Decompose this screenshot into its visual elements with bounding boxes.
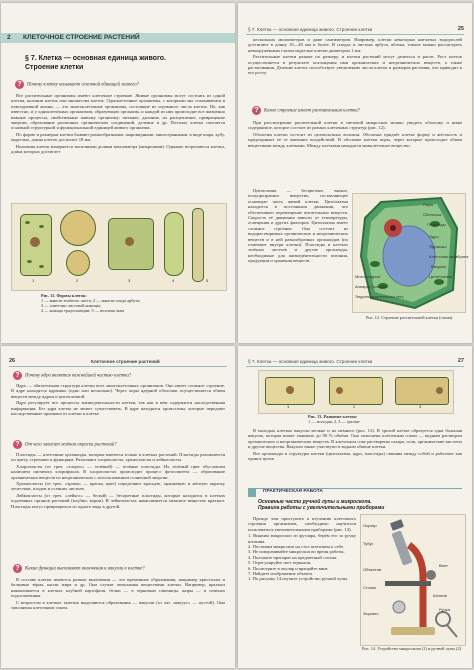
diagram-label: Зеркало	[363, 611, 379, 616]
body-text	[248, 428, 462, 462]
question-box	[252, 106, 462, 115]
question-box	[13, 564, 227, 573]
diagram-label: Цитоплазма	[429, 274, 452, 279]
practice-step: 4. Положите препарат на предметный столик.	[248, 554, 338, 560]
figure-label: 5	[206, 278, 209, 283]
textbook-page-left-bottom	[1, 346, 235, 668]
practice-title-line: Основные части ручной лупы и микроскопа.	[258, 499, 372, 505]
running-head: Клеточное строение растений	[91, 359, 160, 364]
question-text: Какое строение имеет растительная клетка?	[264, 108, 361, 114]
paragraph: При рассмотрении растительной клетки в световой микроскоп можно увидеть оболочку и ниже содержимое, которое состоит из разных клеточных структур (рис. 12).	[248, 120, 462, 131]
paragraph: В составе клетки имеются разные включения — это временные образования, например кристаллы и белковые зёрна, капли жира и др. Они служат запасными веществами клетки. Например, крахмал накапливается в клетках клубней картофеля, белки — в зерновках пшеницы, жиры — в семенах подсолнечника.	[11, 577, 225, 599]
paragraph: Ядро — обязательная структура клетки всех многоклеточных организмов. Оно имеет сложное строение. В ядре находятся ядрышко (одно или несколько). Через поры ядерной оболочки осуществляется обмен веществ между ядром и цитоплазмой.	[11, 383, 225, 399]
diagram-label: Пластиды	[427, 222, 446, 227]
question-text: Почему ядро является важнейшей частью клетки?	[25, 373, 132, 379]
question-text: Почему клетку называют основной единицей живого?	[27, 82, 140, 88]
paragraph: Хлоропласты (от греч. «хлорос» — зелёный) — зелёные пластиды. Их зелёный цвет обусловлен наличием пигмента хлорофилла. В хлоропластах происходит процесс фотосинтеза — образование органических веществ из неорганических с использованием солнечной энергии.	[11, 463, 225, 480]
paragraph: Все растительные организмы имеют клеточное строение. Живые организмы могут состоять из одной клетки, колонии клеток или множества клеток. Одноклеточные организмы, с которыми мы сталкиваемся в повседневной жизни, — это многоклеточные организмы, состоящие из огромного числа клеток. Но, как известно, и у одноклеточных организмов, образующих организм, и каждой из них происходят все жизненно важные процессы, свойственные живому организму: питание, дыхание, их расщепление, превращение энергии, образование различных органических соединений, деление и др. Поэтому клетка считается основной структурной и функциональной единицей живого организма.	[11, 93, 225, 131]
diagram-label: Аппарат Гольджи	[355, 284, 388, 289]
diagram-label: Винт	[439, 563, 448, 568]
diagram-label: Штатив	[433, 593, 447, 598]
diagram-label: Эндоплазматическая сеть	[355, 294, 404, 299]
paragraph: По форме и размерам клетки бывают разнообразными: шаровидными, многогранными, в виде шара, кубу, округлые, длина клеток достигает 18 мм.	[11, 131, 225, 143]
paragraph: С возрастом в клетках заметно выделяются образования — вакуоли (от лат. «вакуус» — пустой). Они заполнены клеточным соком.	[11, 599, 225, 611]
cell-illustration	[164, 212, 184, 276]
paragraph: В молодых клетках вакуоли мелкие и их немного (рис. 13). В зрелой клетке образуется одна большая вакуоль, которая может занимать до 90 % объёма. Она заполнена клеточным соком — водным раствором органических и неорганических веществ. В клеточном соке растворены сахара, соли, органические кислоты и другие вещества. Вакуоли также участвуют в водном обмене клетки.	[248, 428, 462, 450]
body-text	[248, 37, 462, 77]
question-mark-icon: ?	[252, 106, 261, 115]
figure-caption-line: 4 — кожица традесканции; 5 — волокна льна	[41, 308, 125, 313]
section-title-line1: § 7. Клетка — основная единица живого.	[25, 55, 166, 62]
cell-illustration	[108, 218, 154, 270]
figure-caption-title: Рис. 13. Развитие клеток:	[308, 414, 358, 419]
diagram-label: Ядрышко	[429, 244, 447, 249]
diagram-label: Ядро	[429, 234, 439, 239]
body-text	[11, 577, 225, 611]
diagram-label: Поры	[423, 202, 434, 207]
practice-step: 3. Не поворачивайте микроскоп во время работы.	[248, 549, 345, 555]
question-text: Какие функции выполняют включения и вакуоли в клетке?	[25, 566, 145, 572]
figure-label: 1	[32, 278, 35, 283]
microscope-diagram	[361, 515, 465, 645]
question-text: От чего зависит зелёная окраска растений?	[25, 442, 117, 448]
figure-caption-title: Рис. 11. Формы клеток:	[41, 293, 87, 298]
cell-illustration	[265, 377, 315, 405]
header-rule	[246, 366, 464, 367]
question-box	[13, 440, 227, 449]
diagram-label: Тубус	[363, 541, 374, 546]
practice-icon	[248, 489, 256, 497]
textbook-page-right-bottom	[238, 346, 472, 668]
figure-microscope	[360, 514, 466, 646]
body-text	[11, 452, 225, 510]
body-text	[11, 383, 225, 417]
practice-steps	[248, 516, 356, 582]
question-mark-icon: ?	[13, 564, 22, 573]
figure-label: 3	[128, 278, 131, 283]
textbook-page-right-top	[238, 3, 472, 343]
diagram-label: Столик	[363, 585, 377, 590]
diagram-label: Клеточная мембрана	[429, 254, 469, 259]
question-box	[15, 80, 225, 89]
practice-step: 1. Выявим микроскоп из футляра, берём его за ручку штатива.	[248, 533, 356, 544]
figure-plant-cell	[352, 193, 469, 313]
diagram-label: Окуляр	[363, 523, 377, 528]
body-text-column	[248, 188, 348, 265]
body-text	[11, 93, 225, 155]
running-head: § 7. Клетка — основная единица живого. Строение клетки	[248, 27, 373, 32]
figure-caption: Рис. 12. Строение растительной клетки (схема)	[366, 315, 453, 320]
textbook-page-left-top	[1, 3, 235, 343]
diagram-label: Ручка	[439, 607, 450, 612]
figure-cell-shapes	[11, 203, 227, 291]
question-mark-icon: ?	[15, 80, 24, 89]
figure-label: 2	[353, 404, 356, 409]
diagram-label: Митохондрии	[355, 274, 380, 279]
body-text	[248, 120, 462, 149]
paragraph: Ядро регулирует все процессы жизнедеятельности клетки, так как в нём содержится наследственная информация. Без ядра клетка не может существовать. В ядре находятся хромосомы, которые передают наследственные признаки от клетки к клетке.	[11, 400, 225, 417]
practice-title	[258, 499, 384, 511]
nucleus	[30, 237, 40, 247]
practice-header-bar	[248, 488, 462, 497]
chapter-number: 2	[7, 34, 11, 41]
header-rule	[9, 366, 227, 367]
figure-caption-line: 3 — эпителии листовой кожицы;	[41, 303, 102, 308]
question-mark-icon: ?	[13, 371, 22, 380]
practice-header: ПРАКТИЧЕСКАЯ РАБОТА	[263, 489, 323, 494]
section-title-line2: Строение клетки	[25, 64, 84, 71]
practice-step: 6. Посмотрите в окуляр и вращайте винт.	[248, 565, 329, 571]
diagram-label: Оболочка	[423, 212, 442, 217]
figure-label: 4	[172, 278, 175, 283]
chapter-band	[1, 33, 235, 43]
cell-illustration	[20, 214, 52, 276]
figure-label: 3	[419, 404, 422, 409]
figure-caption	[308, 414, 458, 424]
practice-step: 7. Найдите изображение объекта.	[248, 571, 314, 577]
diagram-label: Вакуоль	[431, 264, 447, 269]
paragraph: Все органоиды и структуры клетки (цитоплазма, ядро, пластиды) связаны между собой и работают как единое целое.	[248, 450, 462, 462]
running-head: § 7. Клетка — основная единица живого. Строение клетки	[248, 359, 373, 364]
page-number: 25	[457, 26, 464, 32]
chapter-title: КЛЕТОЧНОЕ СТРОЕНИЕ РАСТЕНИЙ	[23, 34, 140, 41]
header-rule	[246, 34, 464, 35]
practice-step: 5. Отрегулируйте свет зеркалом.	[248, 560, 312, 566]
cell-illustration	[395, 377, 449, 405]
paragraph: Прежде чем приступить к изучению клеточного строения организмов, необходимо научиться пользоваться увеличительными приборами (рис. 14).	[248, 516, 356, 532]
cell-illustration	[192, 208, 204, 282]
question-mark-icon: ?	[13, 440, 22, 449]
figure-caption-line: 1 — мякоти зелёного листа; 2 — мякоти плода арбуза;	[41, 298, 141, 303]
paragraph: Растительные клетки разные по размеру, и клетки растений могут делиться и расти. Рост клеток осуществляется в результате поглощения ими органических и неорганических веществ, а также растягивания. Деление клеток способствует увеличению числа клеток и размеров растения, что приводит к его росту.	[248, 54, 462, 76]
cell-illustration	[329, 377, 383, 405]
question-box	[13, 371, 227, 380]
page-number: 27	[457, 358, 464, 364]
practice-title-line: Правила работы с увеличительными приборами	[258, 505, 385, 511]
paragraph: Цитоплазма — бесцветное, вязкое, полупрозрачное вещество, составляющее основную часть живой клетки. Цитоплазма находится в постоянном движении, что обеспечивает перемещение питательных веществ. Скорость её движения зависит от температуры, освещения и других факторов. Цитоплазма имеет сложное строение. Она состоит из водорастворимых органических и неорганических веществ и в ней разнообразных органоидов (их отмечают внутри клетки). Пластиды в клетках зелёных листьев и другие органоиды, необходимые для жизнедеятельности питания, продукции и хранения веществ.	[248, 188, 348, 264]
paragraph: Лейкопласты (от греч. «лейкос» — белый) — бесцветные пластиды, которые находятся в клетках подземных органов растений (клубни, корни). В лейкопластах накапливается запасное вещество крахмал. Пластиды могут превращаться из одного вида в другой.	[11, 492, 225, 509]
figure-label: 1	[287, 404, 290, 409]
figure-caption	[41, 293, 221, 313]
figure-label: 2	[76, 278, 79, 283]
cell-illustration	[66, 250, 90, 276]
figure-caption-line: 1 — молодая; 2, 3 — зрелые	[308, 419, 360, 424]
paragraph: нескольких миллиметров и даже сантиметров. Например, клетки некоторых нитчатых водорослей достигают в длину 10—40 мм и более. В плодах и листьях арбуза, яблока, томата можно рассмотреть невооружённым глазом округлые клетки диаметром 1 мм.	[248, 37, 462, 53]
cell-illustration	[60, 210, 96, 246]
figure-cell-development	[258, 370, 454, 414]
diagram-label: Объектив	[363, 567, 381, 572]
paragraph: Пластиды — клеточные органоиды, которые имеются только в клетках растений. Пластиды различаются по цвету, строению и функциям. Различают хлоропласты, хромопласты и лейкопласты.	[11, 452, 225, 463]
practice-step: 2. Поставим микроскоп на стол штативом к себе.	[248, 544, 345, 550]
paragraph: Хромопласты (от греч. «хрома» — краска, цвет) определяют красную, оранжевую и жёлтую окраску лепестков, плодов и осенних листьев.	[11, 481, 225, 492]
paragraph: Величина клеток измеряется тысячными долями миллиметра (микронами). Одиноко встречаются клетки, длина которых достигает	[11, 143, 225, 155]
figure-caption: Рис. 14. Устройство микроскопа (1) и ручной лупы (2)	[362, 646, 462, 651]
practice-step: 1. По рисунку 14 изучите устройство ручной лупы.	[248, 576, 349, 582]
page-number: 26	[9, 358, 16, 364]
paragraph: Оболочка клетки состоит из целлюлозных волокон. Оболочка придаёт клетке форму и жёсткость и предохраняет её от внешних воздействий. В оболочке клетки поры, через которые происходит обмен веществами между клетками. Между клетками находится межклеточное вещество.	[248, 131, 462, 148]
